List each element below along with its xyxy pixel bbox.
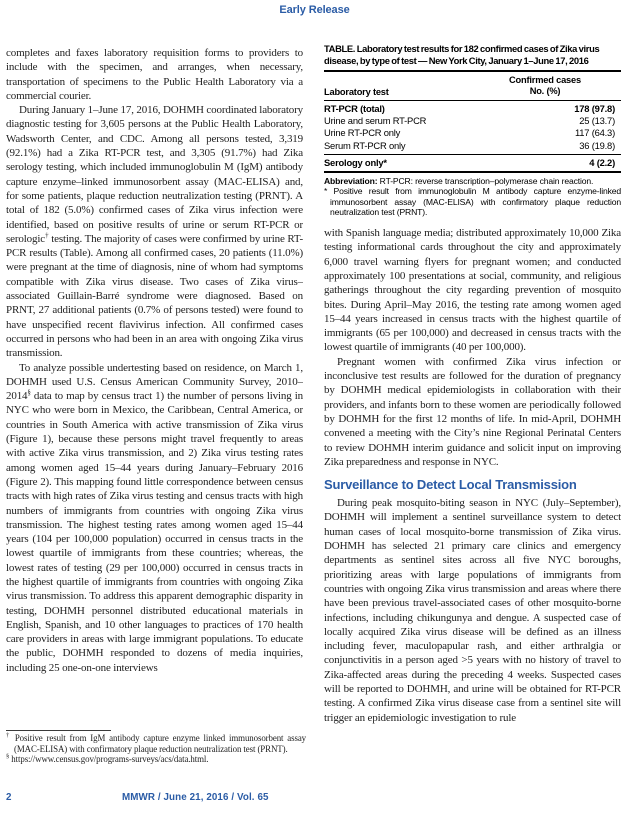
left-column	[6, 43, 303, 727]
table-cell-value: 178 (97.8)	[574, 102, 615, 114]
table-cell-label: Serology only*	[324, 156, 387, 168]
abbreviation-label: Abbreviation:	[324, 175, 378, 186]
footnote-text: Positive result from immunoglobulin M antibody capture enzyme-linked immunosorbent assay (MAC-ELISA) with confirmatory plaque reduction neutralization test (PRNT).	[327, 186, 621, 217]
body-paragraph: Pregnant women with confirmed Zika virus infection or inconclusive test results are followed for the duration of pregnancy by DOHMH medical epidemiologists in collaboration with their providers, and infants born to these women are periodically followed by DOHMH for the first 12 months of life. In mid-April, DOHMH convened a meeting with the City’s nine Regional Perinatal Centers to review DOHMH interim guidance and solicit input on improving Zika preparedness and response in NYC.	[324, 355, 621, 468]
table-title: TABLE. Laboratory test results for 182 confirmed cases of Zika virus disease, by type of test — New York City, January 1–June 17, 2016	[324, 43, 600, 66]
body-paragraph	[6, 103, 303, 360]
table-column-header-test: Laboratory test	[324, 86, 389, 97]
table-bottom-rule	[324, 171, 621, 173]
body-paragraph: completes and faxes laboratory requisition forms to providers to include with the specimen, and arranges, when necessary, transportation of specimens to the Public Health Laboratory via a commercial courier.	[6, 47, 303, 102]
footnote-url-text: https://www.census.gov/programs-surveys/acs/data.html.	[11, 754, 209, 765]
paragraph-text: data to map by census tract 1) the number of persons living in NYC who were born in Mexico, the Caribbean, Central America, or countries in South America with active transmission of Zika virus (Figure 1), because these persons might travel frequently to areas with active Zika virus transmission, and 2) Zika virus testing rates among women aged 15–44 years during January–February 2016 (Figure 2). This mapping found little correspondence between census tracts with high rates of Zika virus testing and census tracts with high numbers of immigrants from countries with ongoing Zika virus transmission. The highest testing rates among women aged 15–44 years (104 per 100,000 population) occurred in census tracts in the lowest quartile of immigrants from these countries; whereas, the lowest rates of testing (29 per 100,000) occurred in census tracts in the highest quartile of immigrants from countries with ongoing Zika virus transmission. To address this apparent demographic disparity in testing, DOHMH personnel distributed educational materials in English, Spanish, and 10 other languages to practices of 170 health care providers in areas with large immigrant populations. To educate the public, DOHMH responded to dozens of media inquiries, including 25 one-on-one interviews	[6, 390, 303, 674]
paragraph-text: To analyze possible undertesting based on residence, on March 1, DOHMH used U.S. Census American Community Survey, 2010–2014	[6, 361, 303, 403]
page-number: 2	[6, 792, 12, 803]
header-line: Confirmed cases	[509, 74, 581, 85]
dagger-footnote-marker: †	[44, 231, 49, 240]
dagger-footnote-marker: †	[6, 732, 11, 740]
footnote-section	[6, 754, 306, 765]
table-column-header-cases	[471, 75, 621, 97]
body-paragraph	[6, 361, 303, 676]
lab-results-table	[324, 43, 621, 217]
section-footnote-marker: §	[27, 388, 31, 397]
table-cell-value: 25 (13.7)	[579, 115, 615, 127]
table-cell-label: Urine RT-PCR only	[324, 127, 401, 139]
table-body	[324, 101, 621, 154]
table-cell-label: Urine and serum RT-PCR	[324, 115, 427, 127]
page-footnotes	[6, 730, 306, 765]
section-footnote-marker: §	[6, 753, 10, 761]
table-row	[324, 157, 621, 169]
table-row	[324, 103, 621, 115]
table-row	[324, 140, 621, 152]
table-footnote	[324, 186, 621, 217]
right-column	[324, 43, 621, 773]
table-row	[324, 115, 621, 127]
paragraph-text: During January 1–June 17, 2016, DOHMH coordinated laboratory diagnostic testing for 3,605 persons at the Public Health Laboratory, Wadsworth Center, and CDC. Among all persons tested, 3,319 (92.1%) had a Zika RT-PCR test, and 3,305 (91.7%) had Zika serology testing, which included immunoglobulin M (IgM) antibody capture enzyme–linked immunosorbent assay (MAC-ELISA) and, for some patients, plaque reduction neutralization testing (PRNT). A total of 182 (5.0%) confirmed cases of Zika virus infection were identified, based on positive results of urine or serum RT-PCR or serologic	[6, 104, 303, 245]
journal-footer-line: MMWR / June 21, 2016 / Vol. 65	[122, 792, 269, 803]
section-heading: Surveillance to Detect Local Transmission	[324, 477, 577, 493]
body-paragraph: During peak mosquito-biting season in NYC (July–September), DOHMH will implement a sentinel surveillance system to detect human cases of local mosquito-borne transmission of Zika virus. DOHMH has selected 21 primary care clinics and emergency departments as sentinel sites across all five NYC boroughs, prioritizing areas with large populations of immigrants from countries with ongoing Zika virus transmission and areas where there have been previous travel-associated cases of other mosquito-borne infections, including chikungunya and dengue. A suspected case of locally acquired Zika virus disease will be defined as an illness including fever, maculopapular rash, and either arthralgia or conjunctivitis in a person aged >5 years with no history of travel to Zika-affected areas during the preceding 4 weeks. Suspected cases will be reported to DOHMH, and urine will be obtained for RT-PCR testing. A confirmed Zika virus disease case from a sentinel site will trigger an epidemiologic investigation to rule	[324, 497, 621, 724]
abbreviation-text: RT-PCR: reverse transcription–polymerase chain reaction.	[377, 175, 594, 186]
table-cell-value: 4 (2.2)	[589, 156, 615, 168]
footnote-dagger	[6, 733, 306, 754]
body-paragraph: with Spanish language media; distributed approximately 10,000 Zika testing informational cards throughout the city and approximately 6,000 travel warning flyers for pregnant women; and conducted approximately 100 presentations at social, community, and religious gatherings throughout the city regarding prevention of mosquito bites. During April–May 2016, the testing rate among women aged 15–44 years increased in census tracts with the highest quartile of immigrants (65 per 100,000) and decreased in census tracts with the lowest quartile of immigrants (40 per 100,000).	[324, 227, 621, 354]
header-line: No. (%)	[529, 85, 561, 96]
paragraph-text: testing. The majority of cases were confirmed by urine RT-PCR results (Table). Among all confirmed cases, 20 patients (11.0%) were pregnant at the time of diagnosis, nine of whom had symptoms compatible with Zika virus disease. Two cases of Zika virus–associated Guillain-Barré syndrome were diagnosed. Based on PRNT, 27 additional patients (0.7% of persons tested) were found to have unspecified recent flavivirus infection. All confirmed cases occurred in persons who had been in an area with ongoing Zika virus transmission.	[6, 232, 303, 360]
table-header-row	[324, 72, 621, 100]
footnote-divider	[6, 730, 111, 731]
footnote-text: Positive result from IgM antibody capture enzyme linked immunosorbent assay (MAC-ELISA) with confirmatory plaque reduction neutralization test (PRNT).	[14, 733, 307, 754]
table-abbreviation-note	[324, 176, 621, 186]
two-column-body	[6, 43, 622, 773]
table-notes	[324, 176, 621, 217]
table-row	[324, 128, 621, 140]
early-release-banner: Early Release	[279, 4, 350, 16]
table-cell-value: 117 (64.3)	[574, 127, 615, 139]
table-cell-label: RT-PCR (total)	[324, 102, 385, 114]
asterisk-marker: *	[324, 186, 328, 197]
page-footer	[0, 792, 629, 806]
table-cell-label: Serum RT-PCR only	[324, 139, 406, 151]
table-cell-value: 36 (19.8)	[579, 139, 615, 151]
table-body	[324, 155, 621, 171]
